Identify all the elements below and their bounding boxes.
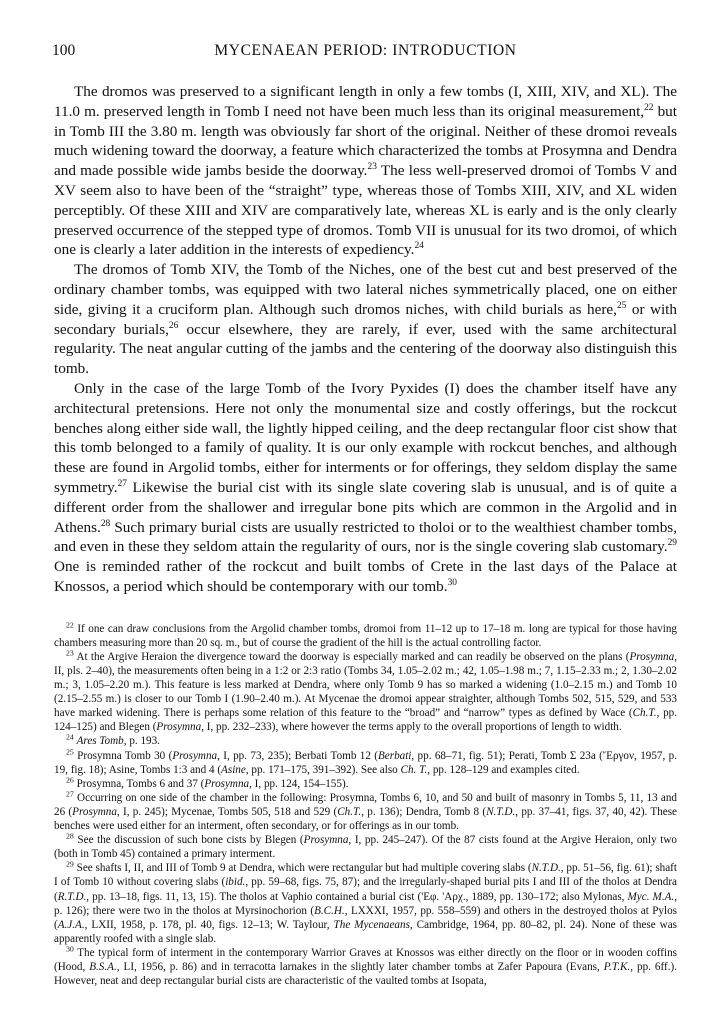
footnote — [54, 622, 677, 650]
body-paragraph — [54, 260, 677, 379]
text-run: , pp. 6ff.). However, neat and deep rectangular burial cists are characteristic of the vaulted tombs at Isopata, — [54, 960, 677, 988]
footnote-number: 28 — [66, 831, 74, 841]
main-text — [54, 82, 677, 597]
citation-italic: N.T.D. — [486, 805, 516, 818]
footnote-number: 29 — [66, 859, 74, 869]
text-run: Prosymna, Tombs 6 and 37 ( — [76, 777, 205, 790]
citation-italic: Prosymna — [172, 749, 218, 762]
citation-italic: R.T.D. — [57, 890, 87, 903]
text-run: See the discussion of such bone cists by Blegen ( — [77, 834, 304, 847]
text-run: , p. 136); Dendra, Tomb 8 ( — [361, 805, 487, 818]
body-paragraph — [54, 379, 677, 597]
text-run: At the Argive Heraion the divergence toward the doorway is especially marked and can readily be observed on the plans ( — [76, 650, 630, 663]
footnote-number: 24 — [66, 732, 74, 742]
text-run: occur elsewhere, they are rarely, if ever, used with the same architectural regularity. The neat angular cutting of the jambs and the centering of the doorway also distinguish this tomb. — [54, 320, 677, 378]
footnote-reference: 30 — [447, 577, 457, 588]
text-run: If one can draw conclusions from the Argolid chamber tombs, dromoi from 11–12 up to 17–18 m. long are typical for those having chambers measuring more than 20 sq. m., but of course the gradient of the hill is the actual controlling factor. — [54, 622, 677, 649]
text-run: , Cambridge, 1964, pp. 80–82, pl. 24). None of these was apparently roofed with a single slab. — [54, 918, 677, 945]
text-run: , I, p. 245); Mycenae, Tombs 505, 518 and 529 ( — [116, 805, 338, 818]
citation-italic: Ch.T. — [632, 707, 657, 720]
text-run: , pp. 37–41, figs. 37, 40, 42). These benches were used either for an interment, often secondary, or for offerings as in our tomb. — [54, 805, 678, 833]
text-run: The less well-preserved dromoi of Tombs V and XV seem also to have been of the “straight” type, whereas those of Tombs XIII, XIV, and XL widen perceptibly. Of these XIII and XIV are comparatively late, whereas XL is early and is the only clearly preserved occurrence of the stepped type of dromos. Tomb VII is unusual for its two dromoi, of which one is clearly a later addition in the interests of expediency. — [54, 162, 677, 259]
footnote-reference: 26 — [168, 320, 179, 331]
citation-italic: Myc. M.A. — [627, 890, 675, 903]
text-run: but in Tomb III the 3.80 m. length was obviously far short of the original. Neither of these dromoi reveals much widening toward the doorway, a feature which characterized the tombs at Prosymna and Dendra and made possible wide jambs beside the doorway. — [54, 102, 677, 180]
footnote — [54, 946, 677, 988]
citation-italic: B.C.H. — [314, 904, 345, 917]
footnote-reference: 24 — [414, 241, 424, 252]
citation-italic: N.T.D. — [531, 862, 561, 875]
footnote — [54, 833, 677, 861]
citation-italic: Prosymna — [629, 650, 675, 663]
footnote-reference: 28 — [100, 518, 111, 529]
text-run: , I, pp. 232–233), where however the terms apply to the overall proportions of length to width. — [201, 721, 622, 734]
text-run: , LXII, 1958, p. 178, pl. 40, figs. 12–13; W. Taylour, — [84, 918, 334, 931]
text-run: The typical form of interment in the contemporary Warrior Graves at Knossos was either directly on the floor or in wooden coffins (Hood, — [54, 946, 677, 973]
page-number: 100 — [52, 42, 76, 59]
text-run: The dromos was preserved to a significant length in only a few tombs (I, XIII, XIV, and XL). The 11.0 m. preserved length in Tomb I need not have been much less than its original measurement, — [54, 83, 677, 120]
citation-italic: Ares Tomb — [76, 735, 124, 748]
text-run: , p. 126); there were two in the tholos at Myrsinochorion ( — [54, 890, 677, 917]
citation-italic: Prosymna — [156, 721, 202, 734]
text-run: Such primary burial cists are usually restricted to tholoi or to the wealthiest chamber tombs, and even in these they seldom attain the regularity of ours, nor is the single covering slab customary. — [54, 518, 677, 556]
text-run: Prosymna Tomb 30 ( — [77, 749, 173, 762]
footnote — [54, 734, 677, 748]
text-run: , pp. 124–125) and Blegen ( — [54, 707, 677, 734]
text-run: Likewise the burial cist with its single slate covering slab is unusual, and is of quite a different order from the shallower and irregular bone pits which are common in the Argolid and in Athens. — [54, 478, 677, 536]
body-paragraph — [54, 82, 677, 260]
citation-italic: A.J.A. — [57, 918, 85, 931]
footnote-number: 27 — [66, 789, 74, 799]
text-run: , I, pp. 245–247). Of the 87 cists found at the Argive Heraion, only two (both in Tomb 45) contained a primary interment. — [54, 834, 677, 861]
footnote — [54, 791, 677, 833]
citation-italic: Prosymna — [303, 834, 349, 847]
text-run: The dromos of Tomb XIV, the Tomb of the Niches, one of the best cut and best preserved of the ordinary chamber tombs, was equipped with two lateral niches symmetrically placed, one on either side, giving it a cruciform plan. Although such dromos niches, with child burials as here, — [54, 261, 677, 318]
footnote — [54, 861, 677, 946]
footnote-reference: 29 — [667, 538, 677, 549]
citation-italic: Asine — [221, 763, 246, 776]
citation-italic: Prosymna — [204, 777, 250, 790]
footnote-reference: 25 — [616, 300, 627, 311]
footnote — [54, 777, 677, 791]
text-run: , LI, 1956, p. 86) and in terracotta larnakes in the slightly later chamber tombs at Zafer Papoura (Evans, — [116, 960, 604, 973]
citation-italic: B.S.A. — [89, 960, 117, 973]
text-run: , II, pls. 2–40), the measurements often being in a 1:2 or 2:3 ratio (Tombs 34, 1.05–2.02 m.; 42, 1.05–1.98 m.; 7, 1.15–2.33 m.; 2, 1.30–2.02 m.; 3, 1.05–2.20 m.). This feature is less marked at Dendra, where only Tomb 9 has so marked a widening (1.0–2.15 m.) and Tomb 10 (2.15–2.55 m.) is closer to our Tomb I (1.90–2.40 m.). At Mycenae the dromoi appear straighter, although Tombs 502, 515, 529, and 533 have marked widening. There is perhaps some relation of this feature to the “broad” and “narrow” types as defined by Wace ( — [54, 650, 677, 720]
text-run: , pp. 68–71, fig. 51); Perati, Tomb Σ 23a (Ἔργον, 1957, p. 19, fig. 18); Asine, Tombs 1:3 and 4 ( — [54, 749, 677, 776]
citation-italic: Ch.T. — [337, 805, 362, 818]
text-run: , I, pp. 124, 154–155). — [249, 777, 349, 790]
footnote — [54, 746, 677, 777]
citation-italic: The Mycenaeans — [333, 918, 410, 931]
footnote-reference: 22 — [644, 102, 654, 113]
footnote-number: 22 — [66, 620, 74, 629]
citation-italic: ibid. — [225, 876, 246, 889]
citation-italic: Berbati — [377, 749, 412, 762]
text-run: , I, pp. 73, 235); Berbati Tomb 12 ( — [217, 749, 378, 762]
page-header — [54, 42, 677, 68]
footnote — [54, 650, 677, 735]
text-run: Only in the case of the large Tomb of the Ivory Pyxides (I) does the chamber itself have any architectural pretensions. Here not only the monumental size and costly offerings, but the rockcut benches along either side wall, the lightly hipped ceiling, and the deep rectangular floor cist show that this tomb belonged to a family of quality. It is our only example with rockcut benches, and although these are found in Argolid tombs, either for interments or for offerings, they seldom display the same symmetry. — [54, 379, 677, 496]
footnotes — [54, 622, 677, 988]
running-title: MYCENAEAN PERIOD: INTRODUCTION — [214, 42, 517, 59]
footnote-number: 30 — [66, 944, 74, 954]
footnote-number: 25 — [66, 746, 74, 756]
citation-italic: Prosymna — [72, 805, 117, 818]
footnote-number: 23 — [66, 648, 74, 658]
text-run: One is reminded rather of the rockcut and built tombs of Crete in the last days of the Palace at Knossos, a period which should be contemporary with our tomb. — [54, 558, 677, 595]
text-run: , pp. 171–175, 391–392). See also — [245, 763, 401, 776]
citation-italic: P.T.K. — [603, 960, 631, 973]
text-run: , pp. 59–68, figs. 75, 87); and the irregularly-shaped burial pits I and III of the tholos at Dendra ( — [54, 876, 677, 903]
page — [54, 42, 677, 988]
text-run: , pp. 13–18, figs. 11, 13, 15). The tholos at Vaphio contained a burial cist ('Εφ. 'Αρχ., 1889, pp. 130–172; also Mylonas, — [86, 890, 628, 903]
citation-italic: Ch. T. — [400, 763, 428, 776]
text-run: or with secondary burials, — [54, 300, 677, 338]
text-run: See shafts I, II, and III of Tomb 9 at Dendra, which were rectangular but had multiple covering slabs ( — [76, 862, 532, 875]
footnote-reference: 27 — [117, 478, 127, 489]
text-run: , pp. 128–129 and examples cited. — [427, 763, 580, 776]
text-run: , pp. 51–56, fig. 61); shaft I of Tomb 10 without covering slabs ( — [54, 862, 677, 889]
text-run: Occurring on one side of the chamber in the following: Prosymna, Tombs 6, 10, and 50 and built of masonry in Tombs 5, 11, 13 and 26 ( — [54, 791, 677, 818]
footnote-reference: 23 — [367, 162, 377, 173]
text-run: , p. 193. — [123, 735, 160, 748]
text-run: , LXXXI, 1957, pp. 558–559) and others in the destroyed tholos at Pylos ( — [54, 904, 678, 931]
footnote-number: 26 — [66, 775, 74, 785]
